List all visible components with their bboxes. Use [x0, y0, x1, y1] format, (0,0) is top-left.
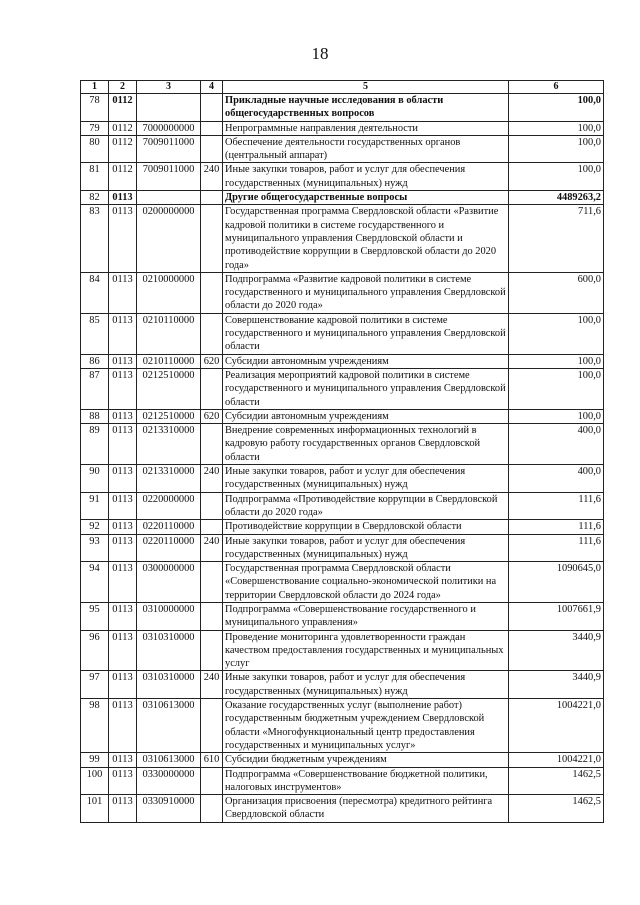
expense-type-code	[201, 602, 223, 630]
amount: 1004221,0	[509, 699, 604, 753]
item-name: Совершенствование кадровой политики в системе государственного и муниципального управления Свердловской области	[223, 313, 509, 354]
target-article-code: 0210000000	[137, 272, 201, 313]
item-name: Подпрограмма «Развитие кадровой политики в системе государственного и муниципального управления Свердловской области до 2020 года»	[223, 272, 509, 313]
target-article-code: 7009011000	[137, 135, 201, 163]
item-name: Подпрограмма «Противодействие коррупции в Свердловской области до 2020 года»	[223, 492, 509, 520]
item-name: Государственная программа Свердловской области «Совершенствование социально-экономической политики на территории Свердловской области до 2024 года»	[223, 562, 509, 603]
table-row	[81, 205, 604, 272]
amount: 1462,5	[509, 795, 604, 823]
amount: 100,0	[509, 163, 604, 191]
row-number: 99	[81, 753, 109, 767]
target-article-code: 0212510000	[137, 409, 201, 423]
target-article-code: 0300000000	[137, 562, 201, 603]
row-number: 81	[81, 163, 109, 191]
table-row	[81, 562, 604, 603]
section-code: 0113	[109, 520, 137, 534]
target-article-code	[137, 94, 201, 122]
target-article-code: 0210110000	[137, 354, 201, 368]
row-number: 94	[81, 562, 109, 603]
table-row	[81, 520, 604, 534]
amount: 1462,5	[509, 767, 604, 795]
section-code: 0113	[109, 767, 137, 795]
item-name: Другие общегосударственные вопросы	[223, 191, 509, 205]
section-code: 0113	[109, 313, 137, 354]
row-number: 91	[81, 492, 109, 520]
header-row	[81, 81, 604, 94]
item-name: Обеспечение деятельности государственных органов (центральный аппарат)	[223, 135, 509, 163]
amount: 711,6	[509, 205, 604, 272]
expense-type-code: 610	[201, 753, 223, 767]
item-name: Противодействие коррупции в Свердловской области	[223, 520, 509, 534]
header-col-2: 2	[109, 81, 137, 94]
expense-type-code	[201, 205, 223, 272]
expense-type-code	[201, 191, 223, 205]
table-row	[81, 630, 604, 671]
section-code: 0113	[109, 753, 137, 767]
expense-type-code	[201, 272, 223, 313]
expense-type-code	[201, 699, 223, 753]
amount: 1007661,9	[509, 602, 604, 630]
expense-type-code	[201, 630, 223, 671]
target-article-code: 0213310000	[137, 465, 201, 493]
row-number: 100	[81, 767, 109, 795]
row-number: 78	[81, 94, 109, 122]
expense-type-code: 240	[201, 465, 223, 493]
item-name: Иные закупки товаров, работ и услуг для обеспечения государственных (муниципальных) нужд	[223, 534, 509, 562]
row-number: 98	[81, 699, 109, 753]
section-code: 0113	[109, 534, 137, 562]
section-code: 0113	[109, 205, 137, 272]
section-code: 0113	[109, 795, 137, 823]
row-number: 82	[81, 191, 109, 205]
row-number: 79	[81, 121, 109, 135]
expense-type-code: 240	[201, 163, 223, 191]
expense-type-code: 240	[201, 534, 223, 562]
item-name: Организация присвоения (пересмотра) кредитного рейтинга Свердловской области	[223, 795, 509, 823]
section-code: 0113	[109, 465, 137, 493]
amount: 111,6	[509, 492, 604, 520]
item-name: Подпрограмма «Совершенствование государственного и муниципального управления»	[223, 602, 509, 630]
section-code: 0113	[109, 368, 137, 409]
section-code: 0112	[109, 94, 137, 122]
section-code: 0113	[109, 492, 137, 520]
header-col-4: 4	[201, 81, 223, 94]
amount: 400,0	[509, 465, 604, 493]
table-row	[81, 424, 604, 465]
amount: 100,0	[509, 354, 604, 368]
target-article-code: 7000000000	[137, 121, 201, 135]
target-article-code: 0310000000	[137, 602, 201, 630]
section-code: 0113	[109, 191, 137, 205]
page-number: 18	[311, 44, 329, 63]
table-row	[81, 767, 604, 795]
expense-type-code	[201, 94, 223, 122]
expense-type-code	[201, 492, 223, 520]
table-row	[81, 795, 604, 823]
table-row	[81, 602, 604, 630]
row-number: 80	[81, 135, 109, 163]
row-number: 101	[81, 795, 109, 823]
target-article-code: 0212510000	[137, 368, 201, 409]
row-number: 86	[81, 354, 109, 368]
expense-type-code: 240	[201, 671, 223, 699]
target-article-code: 0310613000	[137, 699, 201, 753]
table-row	[81, 191, 604, 205]
expense-type-code	[201, 795, 223, 823]
table-header	[81, 81, 604, 94]
target-article-code: 0210110000	[137, 313, 201, 354]
row-number: 96	[81, 630, 109, 671]
section-code: 0113	[109, 272, 137, 313]
item-name: Субсидии бюджетным учреждениям	[223, 753, 509, 767]
target-article-code: 0310613000	[137, 753, 201, 767]
row-number: 93	[81, 534, 109, 562]
table-row	[81, 699, 604, 753]
table-body	[81, 94, 604, 823]
amount: 111,6	[509, 534, 604, 562]
table-row	[81, 671, 604, 699]
item-name: Иные закупки товаров, работ и услуг для обеспечения государственных (муниципальных) нужд	[223, 671, 509, 699]
expense-type-code	[201, 368, 223, 409]
table-row	[81, 534, 604, 562]
table-row	[81, 753, 604, 767]
table-row	[81, 465, 604, 493]
amount: 100,0	[509, 94, 604, 122]
amount: 1004221,0	[509, 753, 604, 767]
table-row	[81, 272, 604, 313]
amount: 1090645,0	[509, 562, 604, 603]
section-code: 0113	[109, 630, 137, 671]
section-code: 0113	[109, 699, 137, 753]
expense-type-code: 620	[201, 409, 223, 423]
row-number: 87	[81, 368, 109, 409]
table-row	[81, 135, 604, 163]
item-name: Подпрограмма «Совершенствование бюджетной политики, налоговых инструментов»	[223, 767, 509, 795]
expense-type-code	[201, 313, 223, 354]
item-name: Субсидии автономным учреждениям	[223, 409, 509, 423]
item-name: Прикладные научные исследования в области общегосударственных вопросов	[223, 94, 509, 122]
table-row	[81, 121, 604, 135]
amount: 600,0	[509, 272, 604, 313]
table-row	[81, 94, 604, 122]
amount: 3440,9	[509, 671, 604, 699]
expense-type-code	[201, 520, 223, 534]
item-name: Иные закупки товаров, работ и услуг для обеспечения государственных (муниципальных) нужд	[223, 465, 509, 493]
amount: 4489263,2	[509, 191, 604, 205]
row-number: 97	[81, 671, 109, 699]
section-code: 0112	[109, 121, 137, 135]
target-article-code: 0220110000	[137, 534, 201, 562]
item-name: Реализация мероприятий кадровой политики в системе государственного и муниципального управления Свердловской области	[223, 368, 509, 409]
budget-table	[80, 80, 604, 823]
section-code: 0113	[109, 562, 137, 603]
amount: 100,0	[509, 121, 604, 135]
table-row	[81, 313, 604, 354]
section-code: 0112	[109, 163, 137, 191]
row-number: 89	[81, 424, 109, 465]
item-name: Проведение мониторинга удовлетворенности граждан качеством предоставления государственных и муниципальных услуг	[223, 630, 509, 671]
target-article-code: 0330910000	[137, 795, 201, 823]
target-article-code	[137, 191, 201, 205]
table-row	[81, 492, 604, 520]
amount: 100,0	[509, 313, 604, 354]
amount: 100,0	[509, 135, 604, 163]
amount: 400,0	[509, 424, 604, 465]
section-code: 0112	[109, 135, 137, 163]
amount: 100,0	[509, 368, 604, 409]
section-code: 0113	[109, 409, 137, 423]
item-name: Государственная программа Свердловской области «Развитие кадровой политики в системе государственного и муниципального управления Свердловской области и противодействие коррупции в Свердловской области до 2020 года»	[223, 205, 509, 272]
row-number: 84	[81, 272, 109, 313]
target-article-code: 0220000000	[137, 492, 201, 520]
item-name: Оказание государственных услуг (выполнение работ) государственным бюджетным учреждением Свердловской области «Многофункциональный центр предоставления государственных и муниципальных услуг»	[223, 699, 509, 753]
target-article-code: 0220110000	[137, 520, 201, 534]
table-row	[81, 354, 604, 368]
item-name: Непрограммные направления деятельности	[223, 121, 509, 135]
row-number: 83	[81, 205, 109, 272]
expense-type-code	[201, 135, 223, 163]
header-col-1: 1	[81, 81, 109, 94]
row-number: 92	[81, 520, 109, 534]
row-number: 95	[81, 602, 109, 630]
target-article-code: 0330000000	[137, 767, 201, 795]
amount: 100,0	[509, 409, 604, 423]
row-number: 85	[81, 313, 109, 354]
table-row	[81, 368, 604, 409]
target-article-code: 0200000000	[137, 205, 201, 272]
section-code: 0113	[109, 602, 137, 630]
expense-type-code	[201, 767, 223, 795]
table-row	[81, 409, 604, 423]
section-code: 0113	[109, 671, 137, 699]
item-name: Иные закупки товаров, работ и услуг для обеспечения государственных (муниципальных) нужд	[223, 163, 509, 191]
header-col-6: 6	[509, 81, 604, 94]
header-col-3: 3	[137, 81, 201, 94]
expense-type-code	[201, 424, 223, 465]
expense-type-code: 620	[201, 354, 223, 368]
expense-type-code	[201, 562, 223, 603]
item-name: Субсидии автономным учреждениям	[223, 354, 509, 368]
amount: 111,6	[509, 520, 604, 534]
target-article-code: 0310310000	[137, 671, 201, 699]
expense-type-code	[201, 121, 223, 135]
table-row	[81, 163, 604, 191]
row-number: 88	[81, 409, 109, 423]
header-col-5: 5	[223, 81, 509, 94]
row-number: 90	[81, 465, 109, 493]
target-article-code: 7009011000	[137, 163, 201, 191]
target-article-code: 0310310000	[137, 630, 201, 671]
section-code: 0113	[109, 424, 137, 465]
section-code: 0113	[109, 354, 137, 368]
item-name: Внедрение современных информационных технологий в кадровую работу государственных органов Свердловской области	[223, 424, 509, 465]
target-article-code: 0213310000	[137, 424, 201, 465]
amount: 3440,9	[509, 630, 604, 671]
